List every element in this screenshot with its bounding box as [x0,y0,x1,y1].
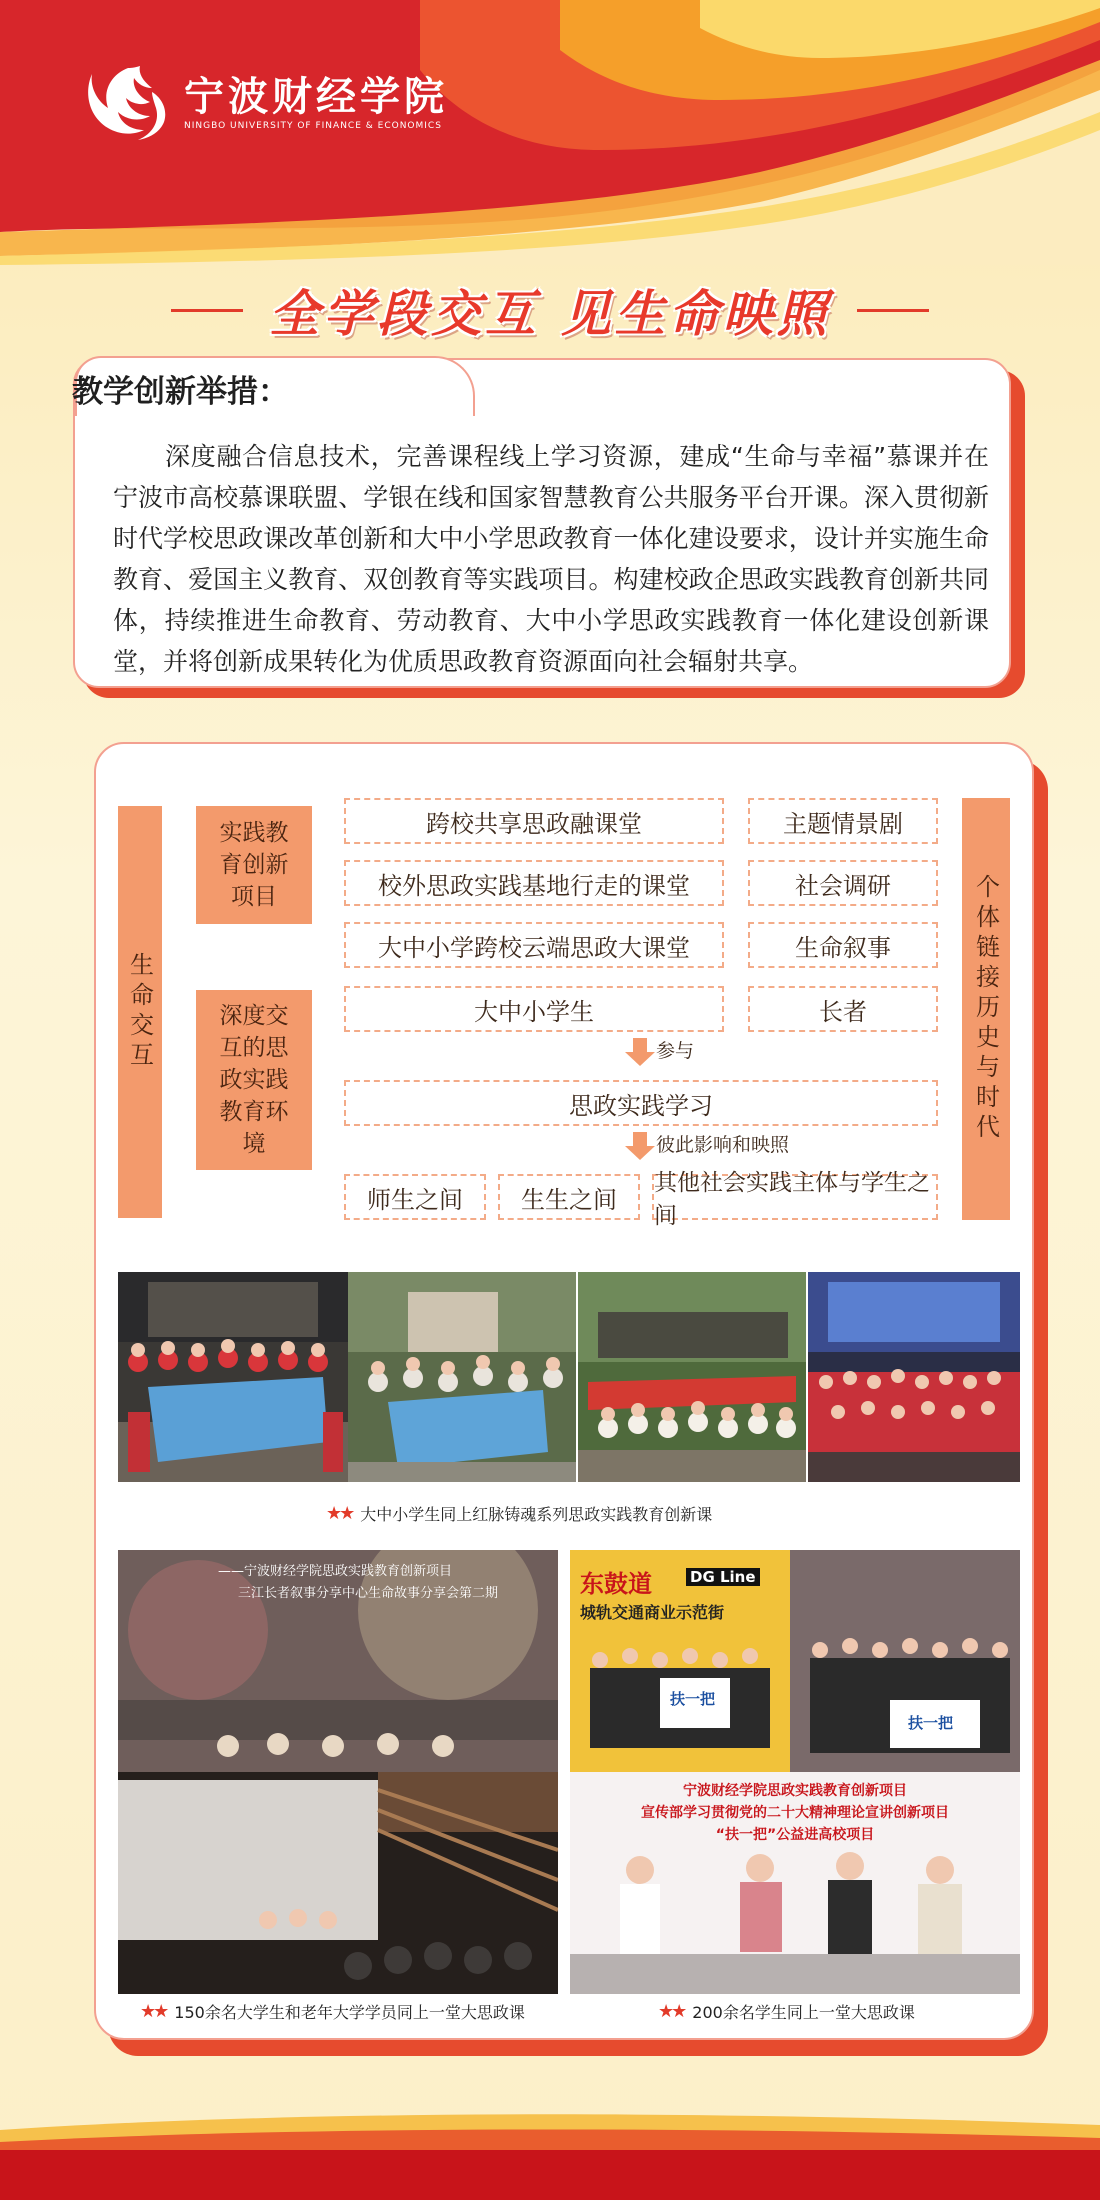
logo-english-name: NINGBO UNIVERSITY OF FINANCE & ECONOMICS [184,121,442,131]
practice-diagram [96,744,1034,1244]
logo-chinese-name: 宁波财经学院 [184,73,448,120]
row-theme-drama: 主题情景剧 [748,798,938,844]
intro-heading: 教学创新举措： [72,374,289,410]
caption-text: 大中小学生同上红脉铸魂系列思政实践教育创新课 [360,1505,713,1524]
relation-society-student: 其他社会实践主体与学生之间 [652,1174,938,1220]
block-practice-project: 实践教育创新项目 [196,806,312,924]
caption-red-vein-course [326,1502,712,1525]
caption-200-students-course [658,2000,915,2023]
row-cloud-class: 大中小学跨校云端思政大课堂 [344,922,724,968]
relation-teacher-student: 师生之间 [344,1174,486,1220]
block-interactive-environment: 深度交互的思政实践教育环境 [196,990,312,1170]
caption-elder-students-course [140,2000,525,2023]
title-right-rule [857,309,929,312]
relation-student-student: 生生之间 [498,1174,640,1220]
diagram-left-label: 生命交互 [118,806,162,1218]
row-social-research: 社会调研 [748,860,938,906]
intro-body-text: 深度融合信息技术，完善课程线上学习资源，建成“生命与幸福”慕课并在宁波市高校慕课联盟、学银在线和国家智慧教育公共服务平台开课。深入贯彻新时代学校思政课改革创新和大中小学思政教育一体化建设要求，设计并实施生命教育、爱国主义教育、双创教育等实践项目。构建校政企思政实践教育创新共同体，持续推进生命教育、劳动教育、大中小学思政实践教育一体化建设创新课堂，并将创新成果转化为优质思政教育资源面向社会辐射共享。 [113,442,989,676]
sign-dongguo: 东鼓道 [580,1570,652,1598]
title-left-rule [171,309,243,312]
arrow-label-mutual-influence: 彼此影响和映照 [656,1134,790,1156]
stars-icon: ★★ [326,1503,353,1524]
photo-red-banner-group [578,1272,806,1482]
caption-text: 150余名大学生和老年大学学员同上一堂大思政课 [174,2003,525,2022]
photo-students-banner-1 [118,1272,348,1482]
row-life-narrative: 生命叙事 [748,922,938,968]
photo-overlay-session: 三江长者叙事分享中心生命故事分享会第二期 [238,1586,499,1601]
photo-overlay-fuyiba-project: “扶一把”公益进高校项目 [715,1827,875,1843]
banner-fuyiba-2: 扶一把 [908,1714,954,1732]
footer-band [0,2150,1100,2200]
stars-icon: ★★ [140,2001,167,2022]
phoenix-logo-icon [82,62,174,144]
row-political-learning: 思政实践学习 [344,1080,938,1126]
photo-fuyiba-lecture [570,1550,1020,1994]
arrow-label-participate: 参与 [656,1040,695,1062]
caption-text: 200余名学生同上一堂大思政课 [692,2003,915,2022]
sign-rail-street: 城轨交通商业示范街 [580,1603,725,1622]
sign-dgline: DG Line [686,1568,760,1586]
photo-overlay-project: ——宁波财经学院思政实践教育创新项目 [218,1564,453,1579]
photo-students-banner-2 [348,1272,576,1482]
photo-elder-story-sharing [118,1550,558,1994]
header-banner [0,0,1100,265]
stars-icon: ★★ [658,2001,685,2022]
photo-overlay-school-project: 宁波财经学院思政实践教育创新项目 [683,1783,907,1799]
lower-card [94,742,1034,2040]
photo-overlay-propaganda: 宣传部学习贯彻党的二十大精神理论宣讲创新项目 [641,1805,949,1821]
footer-wave [0,2080,1100,2160]
diagram-right-label: 个体链接历史与时代 [962,798,1010,1220]
row-offcampus-class: 校外思政实践基地行走的课堂 [344,860,724,906]
participant-elders: 长者 [748,986,938,1032]
university-logo [82,62,448,144]
participant-students: 大中小学生 [344,986,724,1032]
main-title-row [0,275,1100,345]
banner-fuyiba-1: 扶一把 [670,1690,716,1708]
photo-auditorium-group [808,1272,1020,1482]
row-cross-school-class: 跨校共享思政融课堂 [344,798,724,844]
main-title: 全学段交互 见生命映照 [269,285,831,343]
